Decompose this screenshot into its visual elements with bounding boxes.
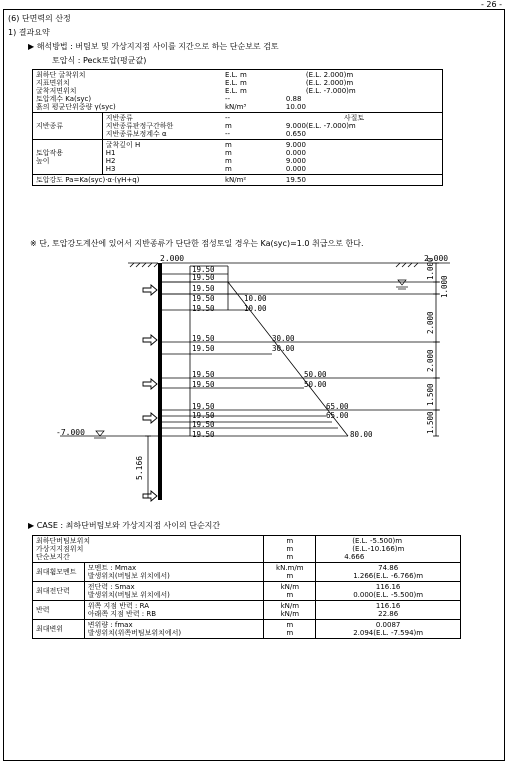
water-level-icon bbox=[396, 280, 408, 289]
pressure-label: 19.50 bbox=[192, 294, 215, 303]
table-row bbox=[33, 601, 461, 620]
param-values: (E.L. 2.000)m (E.L. 2.000)m (E.L. -7.000)m 0.88 10.00 bbox=[268, 70, 443, 113]
pressure-label: 19.50 bbox=[192, 402, 215, 411]
row-sublabels: 전단력 : Smax 발생위치(버팀보 위치에서) bbox=[84, 582, 264, 601]
pressure-label: 19.50 bbox=[192, 265, 215, 274]
pressure-label: 19.50 bbox=[192, 304, 215, 313]
param-units: E.L. m E.L. m E.L. m -- kN/m³ bbox=[222, 70, 268, 113]
slope-label: 30.00 bbox=[272, 344, 295, 353]
page-number: - 26 - bbox=[480, 0, 502, 9]
row-units: kN/m m bbox=[264, 582, 316, 601]
section-title: (6) 단면력의 산정 bbox=[8, 14, 71, 23]
bottom-left-label: -7.000 bbox=[56, 428, 85, 437]
row-label: 최대변위 bbox=[33, 620, 85, 639]
slope-label: 80.00 bbox=[350, 430, 373, 439]
slope-label: 30.00 bbox=[272, 334, 295, 343]
row-unit: kN/m² bbox=[222, 175, 268, 186]
row-values: 74.86 1.266(E.L. -6.766)m bbox=[316, 563, 461, 582]
row-label: 반력 bbox=[33, 601, 85, 620]
ground-hatch-right bbox=[396, 263, 418, 267]
case-line: ▶ CASE : 최하단버팀보와 가상지지점 사이의 단순지간 bbox=[28, 521, 221, 530]
param-units: m m m bbox=[264, 536, 316, 563]
pressure-label: 19.50 bbox=[192, 430, 215, 439]
row-label: 토압작용 높이 bbox=[33, 140, 103, 175]
table-row bbox=[33, 563, 461, 582]
pressure-label: 19.50 bbox=[192, 273, 215, 282]
row-values: 116.16 0.000(E.L. -5.500)m bbox=[316, 582, 461, 601]
top-right-label: 2.000 bbox=[424, 254, 449, 263]
dimension-label: 2.000 bbox=[426, 311, 435, 334]
row-values: 9.000 0.000 9.000 0.000 bbox=[268, 140, 443, 175]
embed-label: 5.166 bbox=[135, 455, 144, 480]
param-labels: 최하단버팀보위치 가상지지점위치 단순보지간 bbox=[33, 536, 264, 563]
pressure-label: 19.50 bbox=[192, 344, 215, 353]
top-left-label: 2.000 bbox=[160, 254, 185, 263]
row-label: 토압강도 Pa=Ka(syc)·α·(γH+q) bbox=[33, 175, 222, 186]
row-sublabels: 굴착깊이 H H1 H2 H3 bbox=[102, 140, 222, 175]
slope-label: 65.00 bbox=[326, 411, 349, 420]
retaining-wall bbox=[158, 263, 162, 500]
row-units: m m m m bbox=[222, 140, 268, 175]
row-sublabels: 변위량 : fmax 발생위치(위쪽버팀보위치에서) bbox=[84, 620, 264, 639]
row-label: 지반종류 bbox=[33, 113, 103, 140]
pressure-label: 19.50 bbox=[192, 420, 215, 429]
param-values: (E.L. -5.500)m (E.L.-10.166)m 4.666 bbox=[316, 536, 461, 563]
row-value: 19.50 bbox=[268, 175, 443, 186]
dimension-label: 1.500 bbox=[426, 383, 435, 406]
subsection-title: 1) 결과요약 bbox=[8, 28, 50, 37]
pressure-label: 19.50 bbox=[192, 380, 215, 389]
table-row bbox=[33, 140, 443, 175]
row-label: 최대전단력 bbox=[33, 582, 85, 601]
row-sublabels: 지반종류 지반종류판정구간하한 지반종류보정계수 α bbox=[102, 113, 222, 140]
row-sublabels: 모멘트 : Mmax 발생위치(버팀보 위치에서) bbox=[84, 563, 264, 582]
pressure-label: 19.50 bbox=[192, 284, 215, 293]
table-row bbox=[33, 536, 461, 563]
slope-label: 10.00 bbox=[244, 294, 267, 303]
dimension-label: 2.000 bbox=[426, 349, 435, 372]
row-units: -- m -- bbox=[222, 113, 268, 140]
table-row bbox=[33, 582, 461, 601]
row-sublabels: 위쪽 지점 반력 : RA 아래쪽 지점 반력 : RB bbox=[84, 601, 264, 620]
dimension-label: 1.000 bbox=[426, 257, 435, 280]
ground-hatch-left bbox=[128, 263, 158, 267]
strut-arrows bbox=[143, 285, 157, 423]
row-label: 최대휨모멘트 bbox=[33, 563, 85, 582]
row-values: 0.0087 2.094(E.L. -7.594)m bbox=[316, 620, 461, 639]
slope-label: 50.00 bbox=[304, 380, 327, 389]
row-values: 116.16 22.86 bbox=[316, 601, 461, 620]
earth-pressure-table bbox=[32, 69, 443, 186]
slope-label: 65.00 bbox=[326, 402, 349, 411]
pressure-label: 19.50 bbox=[192, 334, 215, 343]
pressure-label: 19.50 bbox=[192, 411, 215, 420]
pressure-block bbox=[162, 266, 348, 436]
table-row bbox=[33, 175, 443, 186]
note-text: ※ 단, 토압강도계산에 있어서 지반종류가 단단한 점성토일 경우는 Ka(syc)=1.0 취급으로 한다. bbox=[30, 239, 364, 248]
section-force-table bbox=[32, 535, 461, 639]
slope-label: 50.00 bbox=[304, 370, 327, 379]
row-units: kN.m/m m bbox=[264, 563, 316, 582]
table-row bbox=[33, 620, 461, 639]
table-row bbox=[33, 70, 443, 113]
row-units: m m bbox=[264, 620, 316, 639]
table-row bbox=[33, 113, 443, 140]
slope-label: 10.00 bbox=[244, 304, 267, 313]
pressure-label: 19.50 bbox=[192, 370, 215, 379]
earth-pressure-diagram bbox=[0, 250, 508, 512]
method-line: ▶ 해석방법 : 버팀보 및 가상지지점 사이를 지간으로 하는 단순보로 검토 bbox=[28, 42, 279, 51]
support-arrow bbox=[143, 491, 157, 501]
param-labels: 최하단 굴착위치 지표면위치 굴착저면위치 토압계수 Ka(syc) 흙의 평균단위중량 γ(syc) bbox=[33, 70, 222, 113]
earth-pressure-line: 토압식 : Peck토압(평균값) bbox=[52, 56, 147, 65]
embed-dimension bbox=[145, 436, 151, 498]
dimension-label: 1.000 bbox=[440, 275, 449, 298]
row-units: kN/m kN/m bbox=[264, 601, 316, 620]
row-values: 사질토 9.000(E.L. -7.000)m 0.650 bbox=[268, 113, 443, 140]
dimension-label: 1.500 bbox=[426, 411, 435, 434]
